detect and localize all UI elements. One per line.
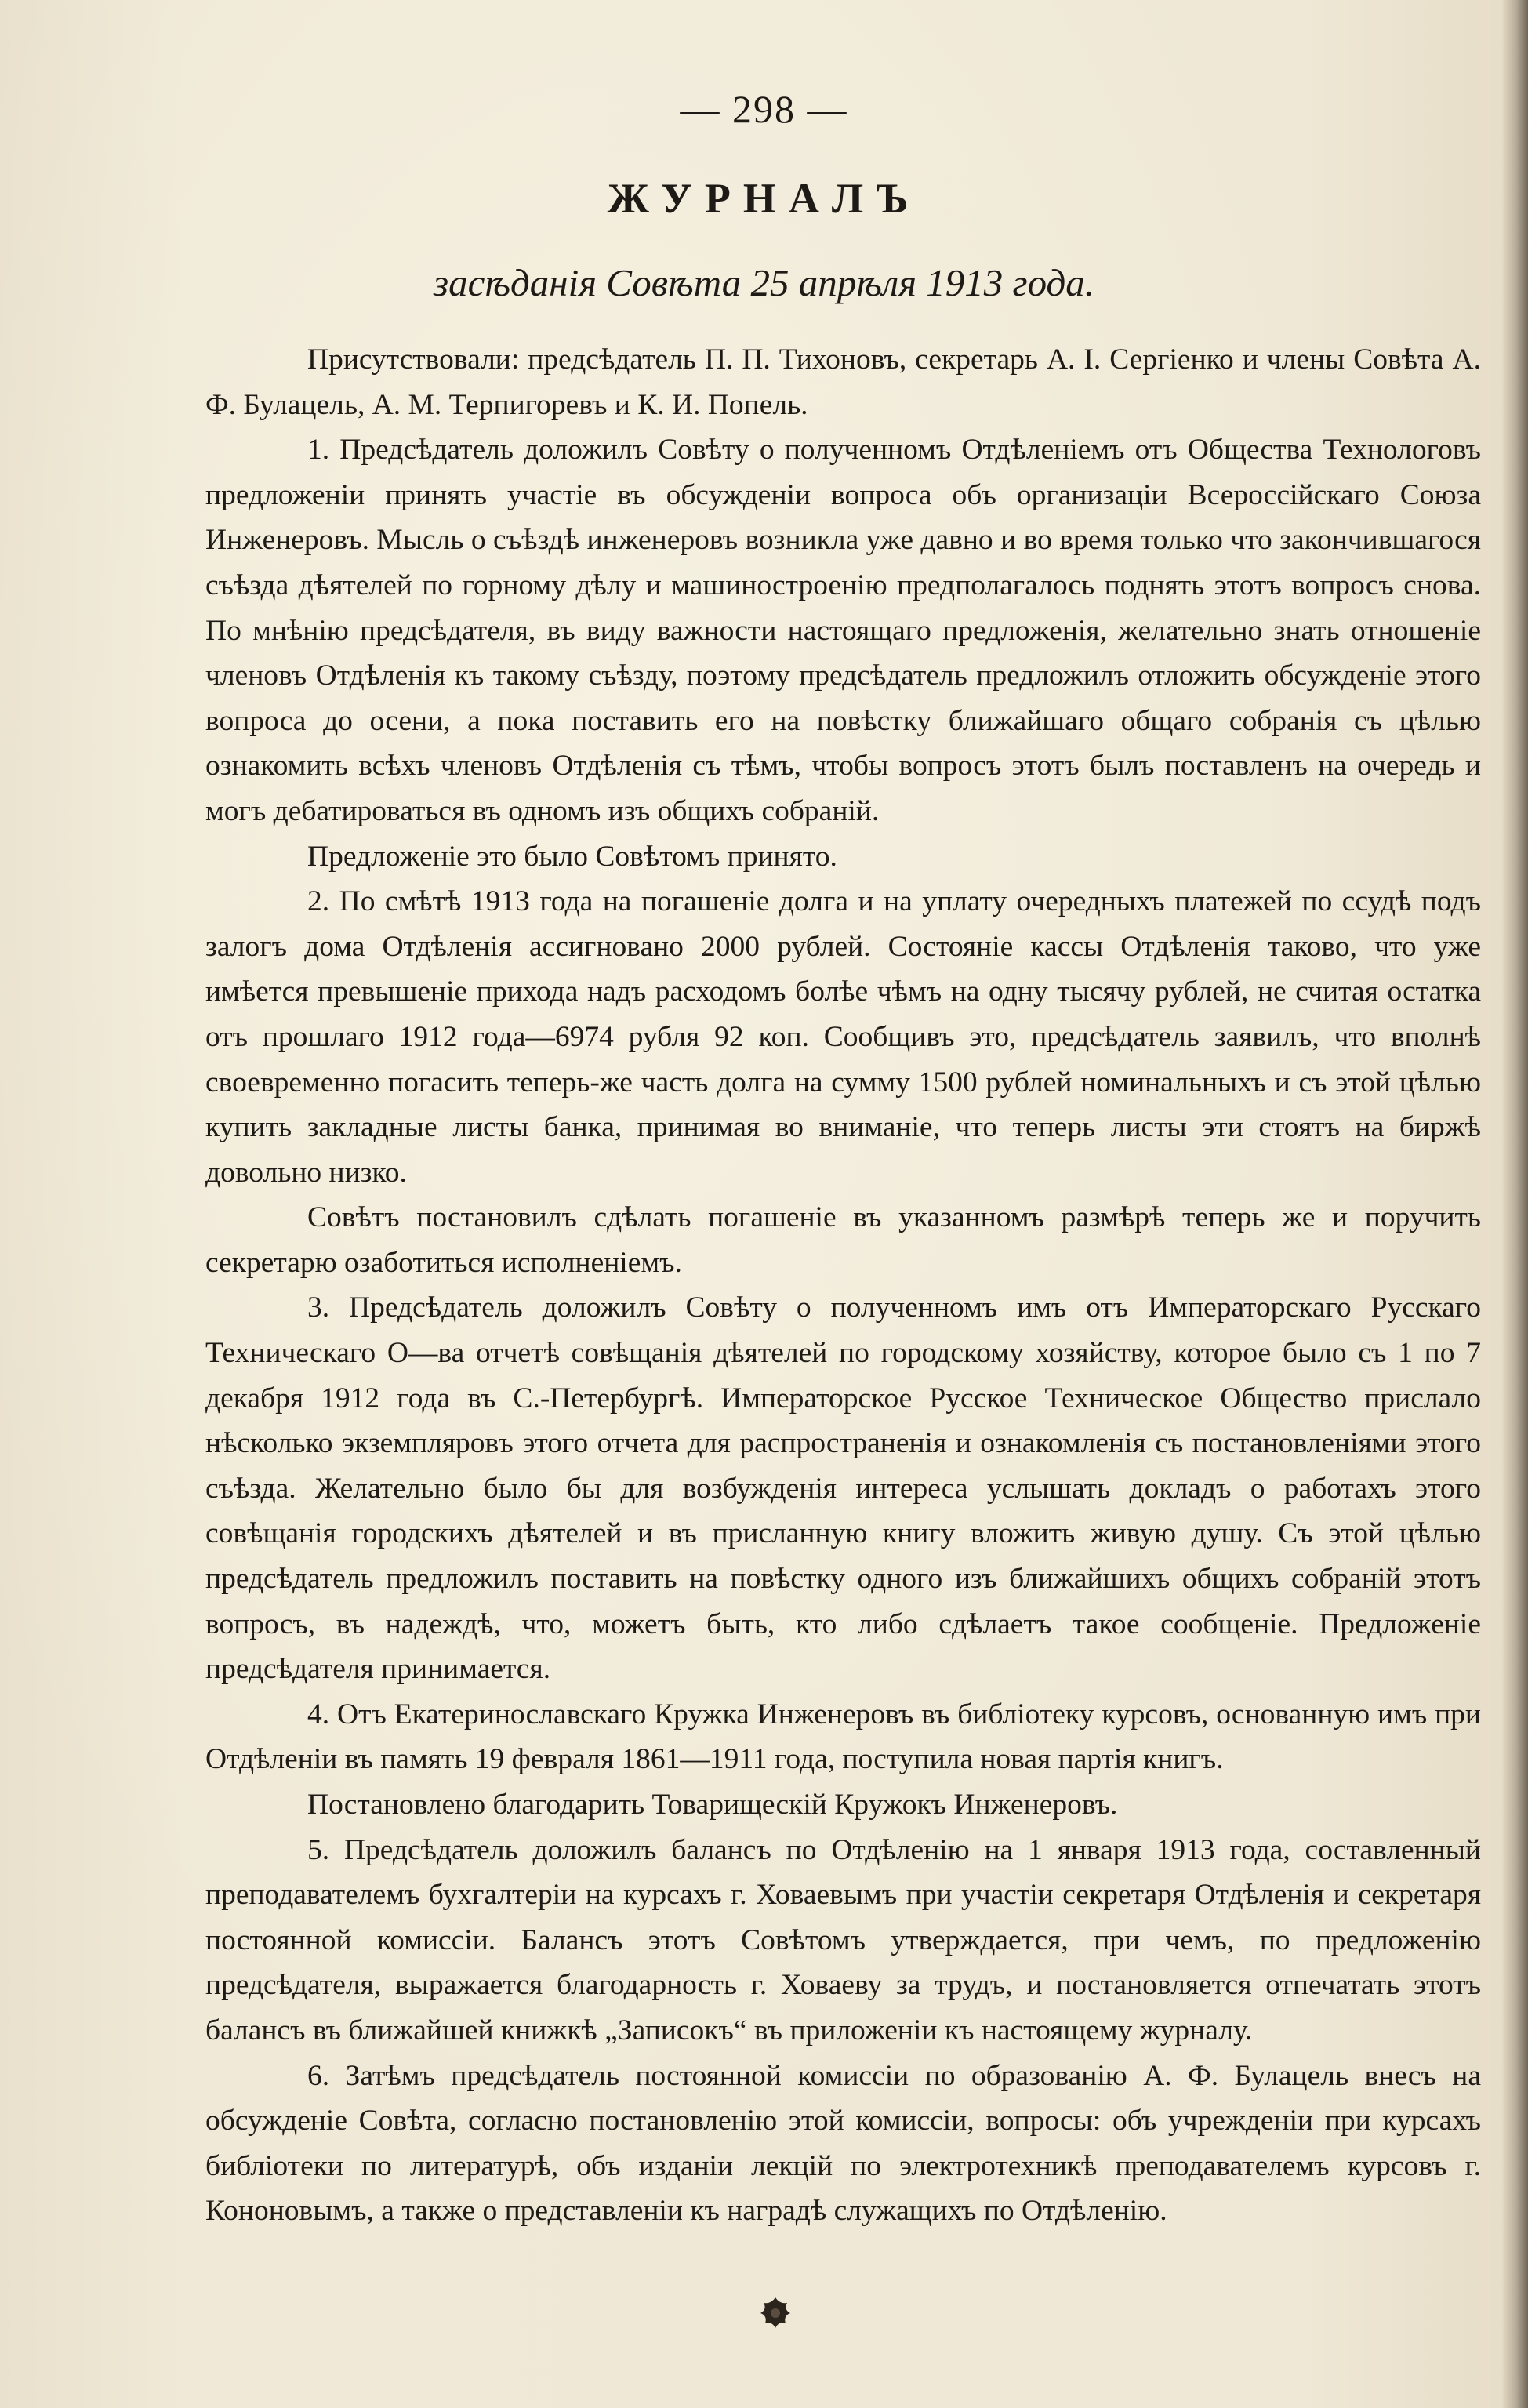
- item-6-paragraph: 6. Затѣмъ предсѣдатель постоянной комиссіи по образованію А. Ф. Булацель внесъ на обсужденіе Совѣта, согласно постановленію этой комиссіи, вопросы: объ учрежденіи при курсахъ библіотеки по литературѣ, объ изданіи лекцій по электротехникѣ преподавателемъ курсовъ г. Кононовымъ, а также о представленіи къ наградѣ служащихъ по Отдѣленію.: [205, 2059, 1481, 2228]
- item-2-resolution: Совѣтъ постановилъ сдѣлать погашеніе въ указанномъ размѣрѣ теперь же и поручить секретарю озаботиться исполненіемъ.: [205, 1201, 1481, 1279]
- page-edge-shadow: [1501, 0, 1528, 2408]
- item-1-paragraph: 1. Предсѣдатель доложилъ Совѣту о полученномъ Отдѣленіемъ отъ Общества Технологовъ предложеніи принять участіе въ обсужденіи вопроса объ организаціи Всероссійскаго Союза Инженеровъ. Мысль о съѣздѣ инженеровъ возникла уже давно и во время только что закончившагося съѣзда дѣятелей по горному дѣлу и машиностроенію предполагалось поднять этотъ вопросъ снова. По мнѣнію предсѣдателя, въ виду важности настоящаго предложенія, желательно знать отношеніе членовъ Отдѣленія къ такому съѣзду, поэтому предсѣдатель предложилъ отложить обсужденіе этого вопроса до осени, а пока поставить его на повѣстку ближайшаго общаго собранія съ цѣлью ознакомить всѣхъ членовъ Отдѣленія съ тѣмъ, чтобы вопросъ этотъ былъ поставленъ на очередь и могъ дебатироваться въ одномъ изъ общихъ собраній.: [205, 434, 1481, 827]
- item-2-paragraph: 2. По смѣтѣ 1913 года на погашеніе долга и на уплату очередныхъ платежей по ссудѣ подъ залогъ дома Отдѣленія ассигновано 2000 рублей. Состояніе кассы Отдѣленія таково, что уже имѣется превышеніе прихода надъ расходомъ болѣе чѣмъ на одну тысячу рублей, не считая остатка отъ прошлаго 1912 года—6974 рубля 92 коп. Сообщивъ это, предсѣдатель заявилъ, что вполнѣ своевременно погасить теперь-же часть долга на сумму 1500 рублей номинальныхъ и съ этой цѣлью купить закладные листы банка, принимая во вниманіе, что теперь листы эти стоятъ на биржѣ довольно низко.: [205, 885, 1481, 1189]
- page-number: — 298 —: [680, 87, 848, 131]
- attendance-paragraph: Присутствовали: предсѣдатель П. П. Тихоновъ, секретарь А. І. Сергіенко и члены Совѣта А. Ф. Булацель, А. М. Терпигоревъ и К. И. Попель.: [205, 343, 1481, 421]
- document-body: [205, 337, 1481, 2234]
- fleuron-icon: [754, 2294, 797, 2330]
- item-5-paragraph: 5. Предсѣдатель доложилъ балансъ по Отдѣленію на 1 января 1913 года, составленный преподавателемъ бухгалтеріи на курсахъ г. Ховаевымъ при участіи секретаря Отдѣленія и секретаря постоянной комиссіи. Балансъ этотъ Совѣтомъ утверждается, при чемъ, по предложенію предсѣдателя, выражается благодарность г. Ховаеву за трудъ, и постановляется отпечатать этотъ балансъ въ ближайшей книжкѣ „Записокъ“ въ приложеніи къ настоящему журналу.: [205, 1833, 1481, 2047]
- item-4-resolution: Постановлено благодарить Товарищескій Кружокъ Инженеровъ.: [307, 1789, 1118, 1821]
- item-3-paragraph: 3. Предсѣдатель доложилъ Совѣту о полученномъ имъ отъ Императорскаго Русскаго Техническаго О—ва отчетѣ совѣщанія дѣятелей по городскому хозяйству, которое было съ 1 по 7 декабря 1912 года въ С.-Петербургѣ. Императорское Русское Техническое Общество прислало нѣсколько экземпляровъ этого отчета для распространенія и ознакомленія съ постановленіями этого съѣзда. Желательно было бы для возбужденія интереса услышать докладъ о работахъ этого совѣщанія городскихъ дѣятелей и въ присланную книгу вложить живую душу. Съ этой цѣлью предсѣдатель предложилъ поставить на повѣстку одного изъ ближайшихъ общихъ собраній этотъ вопросъ, въ надеждѣ, что, можетъ быть, кто либо сдѣлаетъ такое сообщеніе. Предложеніе предсѣдателя принимается.: [205, 1291, 1481, 1686]
- document-subtitle: засѣданія Совѣта 25 апрѣля 1913 года.: [433, 261, 1095, 304]
- item-1-resolution: Предложеніе это было Совѣтомъ принято.: [307, 840, 837, 873]
- document-title: ЖУРНАЛЪ: [607, 175, 921, 222]
- item-4-paragraph: 4. Отъ Екатеринославскаго Кружка Инженеровъ въ библіотеку курсовъ, основанную имъ при Отдѣленіи въ память 19 февраля 1861—1911 года, поступила новая партія книгъ.: [205, 1698, 1481, 1776]
